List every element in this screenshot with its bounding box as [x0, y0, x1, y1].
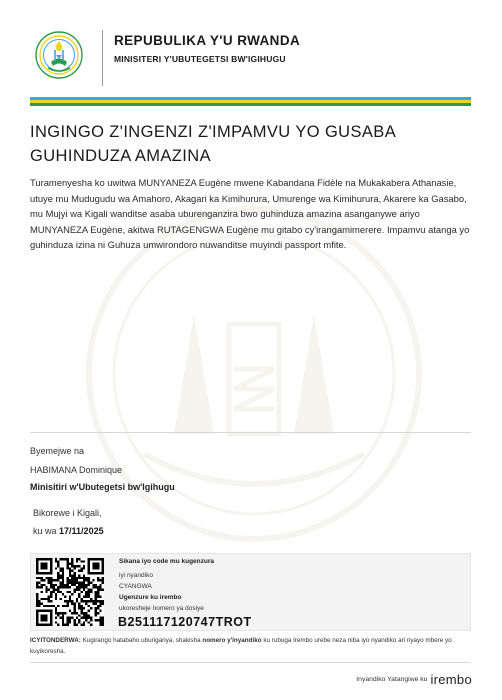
scan-instruction: Sikana iyo code mu kugenzura	[119, 558, 214, 565]
document-footer	[356, 669, 472, 689]
verification-line-1: iyi nyandiko	[119, 572, 153, 579]
verification-box	[30, 553, 471, 631]
document-body: Turamenyesha ko uwitwa MUNYANEZA Eugène mwene Kabandana Fidèle na Mukakabera Athanasie, utuye mu Mudugudu wa Amahoro, Akagari ka Kimihurura, Umurenge wa Kimihurura, Akarere ka Gasabo, mu Mujyi wa Kigali wanditse asaba uburenganzira bwo guhinduza amazina asanganywe ariyo MUNYANEZA Eugène, akitwa RUTAGENGWA Eugène mu gitabo cy'irangamimerere. Impamvu atanga yo guhinduza izina ni Guhuza umwirondoro nuwanditse muyindi passport mfite.	[30, 177, 470, 250]
header-divider	[102, 30, 103, 86]
section-divider	[30, 432, 471, 433]
coat-of-arms-watermark-icon	[84, 204, 424, 544]
verification-line-3: Ugenzure ku irembo	[119, 594, 182, 601]
issue-place: Bikorewe i Kigali,	[33, 508, 102, 518]
document-number: B251117120747TROT	[118, 615, 252, 629]
verification-line-2: CYANGWA	[119, 583, 152, 590]
signed-by-label: Byemejwe na	[30, 446, 85, 456]
rwanda-coat-of-arms-icon	[34, 30, 84, 80]
issue-date-line	[33, 526, 104, 536]
document-title: INGINGO Z'INGENZI Z'IMPAMVU YO GUSABA GUHINDUZA AMAZINA	[30, 123, 396, 165]
irembo-logo: irembo	[430, 671, 472, 687]
notice-label: ICYITONDERWA:	[30, 637, 81, 644]
notice-text-after: ku rubuga Irembo urebe neza niba iyo nyandiko ari nyayo mbere yo kuyikoresha.	[30, 637, 452, 655]
verification-line-4: ukoresheje nomero ya dosiye	[119, 605, 204, 612]
issue-date-prefix: ku wa	[33, 526, 57, 536]
flag-stripes	[30, 97, 471, 106]
fraud-notice	[30, 636, 471, 657]
qr-code[interactable]	[36, 558, 104, 626]
signer-title: Minisitiri w'Ubutegetsi bw'Igihugu	[30, 482, 175, 492]
notice-emphasis: nomero y'inyandiko	[202, 637, 262, 644]
flag-stripe-green	[30, 103, 471, 106]
government-title: REPUBULIKA Y'U RWANDA	[114, 33, 301, 48]
footer-issued-text: Inyandiko Yatangiwe ku	[356, 675, 428, 683]
footer-divider	[30, 662, 471, 663]
issue-date: 17/11/2025	[59, 526, 104, 536]
signer-name: HABIMANA Dominique	[30, 465, 123, 475]
document-header	[30, 26, 470, 86]
notice-text-before: Kugirango hatabaho uburiganya, shakisha	[80, 637, 203, 644]
ministry-title: MINISITERI Y'UBUTEGETSI BW'IGIHUGU	[114, 54, 286, 64]
